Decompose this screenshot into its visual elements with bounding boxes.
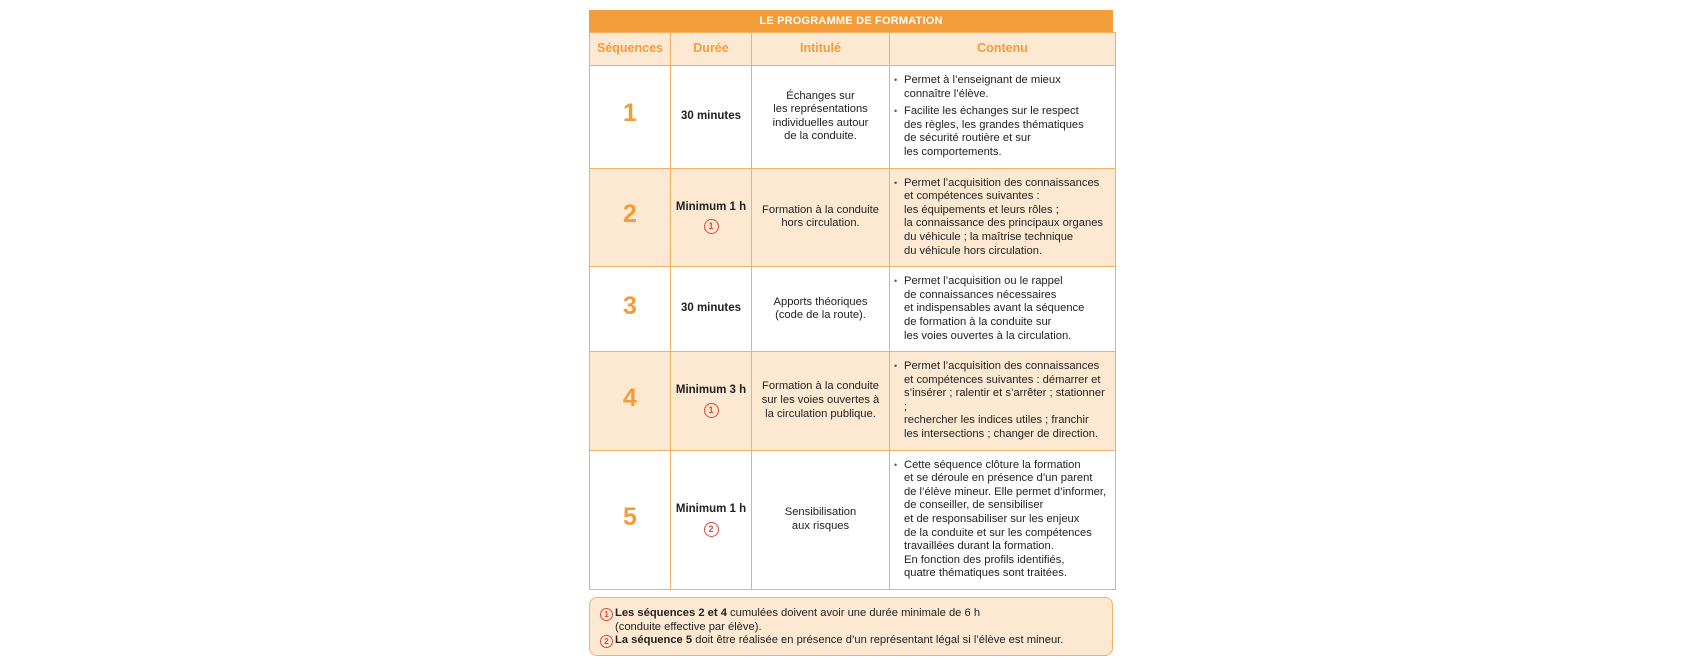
intitule-line: sur les voies ouvertes à [761, 394, 880, 407]
footnote-number-icon: 2 [600, 635, 613, 648]
intitule-line: individuelles autour [772, 116, 869, 129]
program-table [589, 32, 1116, 590]
intitule-line: Apports théoriques [773, 295, 868, 308]
intitule-line: Formation à la conduite [762, 380, 879, 393]
sequence-number: 4 [623, 383, 637, 412]
duration-value: Minimum 3 h [675, 384, 747, 397]
table-row [590, 352, 1116, 451]
sequence-number: 2 [623, 200, 637, 229]
sequence-cell [590, 267, 671, 352]
intitule-line: aux risques [791, 519, 850, 532]
intitule-line: Échanges sur [786, 89, 855, 102]
duration-value: Minimum 1 h [675, 200, 747, 213]
contenu-cell [890, 66, 1116, 169]
header-sequences: Séquences [590, 33, 671, 66]
contenu-list [890, 66, 1115, 168]
contenu-line: • Permet l’acquisition des connaissances [904, 360, 1100, 373]
contenu-line: et de responsabiliser sur les enjeux [904, 513, 1080, 526]
intitule-line: la circulation publique. [765, 407, 876, 420]
footnote-text: cumulées doivent avoir une durée minimale de 6 h [726, 607, 981, 619]
contenu-line: quatre thématiques sont traitées. [904, 567, 1067, 580]
intitule-text [752, 380, 889, 421]
intitule-line: Formation à la conduite [762, 203, 879, 216]
intitule-line: (code de la route). [775, 309, 866, 322]
contenu-line: • Cette séquence clôture la formation [904, 458, 1081, 471]
intitule-text [752, 204, 889, 231]
duration-value: 30 minutes [680, 302, 742, 315]
sequence-number: 3 [623, 291, 637, 320]
footnote-text: doit être réalisée en présence d’un représentant légal si l’élève est mineur. [692, 634, 1064, 646]
intitule-cell [752, 267, 890, 352]
list-item [904, 74, 1111, 101]
list-item [904, 360, 1111, 442]
footnote-ref-icon: 2 [704, 522, 719, 537]
list-item [904, 275, 1111, 343]
contenu-line: les voies ouvertes à la circulation. [904, 329, 1072, 342]
contenu-line: et compétences suivantes : [904, 190, 1040, 203]
sequence-cell [590, 450, 671, 589]
contenu-cell [890, 352, 1116, 451]
sequence-cell [590, 352, 671, 451]
intitule-text [752, 90, 889, 144]
contenu-line: rechercher les indices utiles ; franchir [904, 414, 1089, 427]
sequence-number: 1 [623, 99, 637, 128]
contenu-line: • Facilite les échanges sur le respect [904, 105, 1079, 118]
intitule-text [752, 296, 889, 323]
contenu-line: de la conduite et sur les compétences [904, 526, 1092, 539]
contenu-line: la connaissance des principaux organes [904, 217, 1104, 230]
contenu-line: les intersections ; changer de direction. [904, 428, 1099, 441]
footnote-row [600, 634, 1102, 648]
contenu-line: les comportements. [904, 145, 1002, 158]
contenu-line: les équipements et leurs rôles ; [904, 203, 1059, 216]
duration-value: 30 minutes [680, 109, 742, 122]
footnote-text-cont: (conduite effective par élève). [615, 620, 762, 633]
program-title: LE PROGRAMME DE FORMATION [589, 10, 1113, 32]
contenu-line: de formation à la conduite sur [904, 315, 1052, 328]
sequence-number: 5 [623, 502, 637, 531]
header-intitule: Intitulé [752, 33, 890, 66]
intitule-line: hors circulation. [781, 217, 860, 230]
table-row [590, 267, 1116, 352]
duration-cell [671, 66, 752, 169]
footnote-bold: La séquence 5 [615, 634, 693, 646]
contenu-list [890, 267, 1115, 351]
contenu-line: • Permet à l’enseignant de mieux [904, 74, 1061, 86]
intitule-cell [752, 168, 890, 267]
intitule-cell [752, 66, 890, 169]
contenu-line: des règles, les grandes thématiques [904, 118, 1084, 131]
contenu-line: de conseiller, de sensibiliser [904, 499, 1044, 512]
footnote-number-icon: 1 [600, 608, 613, 621]
sequence-cell [590, 168, 671, 267]
footnote-row [600, 607, 1102, 634]
contenu-line: travaillées durant la formation. [904, 540, 1054, 553]
intitule-cell [752, 352, 890, 451]
list-item [904, 105, 1111, 159]
contenu-line: • Permet l’acquisition ou le rappel [904, 275, 1063, 288]
contenu-line: En fonction des profils identifiés, [904, 553, 1065, 566]
footnote-bold: Les séquences 2 et 4 [615, 607, 727, 619]
sequence-cell [590, 66, 671, 169]
intitule-line: les représentations [773, 103, 868, 116]
contenu-line: • Permet l’acquisition des connaissances [904, 176, 1100, 189]
contenu-line: de connaissances nécessaires [904, 288, 1057, 301]
intitule-line: Sensibilisation [784, 506, 857, 519]
contenu-list [890, 451, 1115, 589]
contenu-line: du véhicule hors circulation. [904, 244, 1043, 257]
contenu-line: connaître l’élève. [904, 87, 989, 100]
duration-cell [671, 267, 752, 352]
footnote-ref-icon: 1 [704, 219, 719, 234]
footnotes-box [589, 597, 1113, 656]
table-row [590, 168, 1116, 267]
table-header-row [590, 33, 1116, 66]
contenu-cell [890, 168, 1116, 267]
contenu-line: s’insérer ; ralentir et s’arrêter ; stationner ; [904, 387, 1105, 413]
duration-cell [671, 168, 752, 267]
header-contenu: Contenu [890, 33, 1116, 66]
contenu-line: du véhicule ; la maîtrise technique [904, 230, 1074, 243]
contenu-cell [890, 450, 1116, 589]
contenu-cell [890, 267, 1116, 352]
contenu-line: et indispensables avant la séquence [904, 302, 1085, 315]
duration-cell [671, 352, 752, 451]
contenu-line: de l’élève mineur. Elle permet d’informer, [904, 485, 1107, 498]
contenu-list [890, 352, 1115, 450]
formation-program [589, 10, 1113, 590]
duration-cell [671, 450, 752, 589]
table-row [590, 66, 1116, 169]
duration-value: Minimum 1 h [675, 503, 747, 516]
footnote-ref-icon: 1 [704, 403, 719, 418]
contenu-line: de sécurité routière et sur [904, 132, 1031, 145]
list-item [904, 459, 1111, 581]
intitule-text [752, 506, 889, 533]
intitule-cell [752, 450, 890, 589]
table-row [590, 450, 1116, 589]
list-item [904, 177, 1111, 259]
intitule-line: de la conduite. [784, 130, 857, 143]
contenu-list [890, 169, 1115, 267]
header-duree: Durée [671, 33, 752, 66]
contenu-line: et se déroule en présence d’un parent [904, 472, 1093, 485]
contenu-line: et compétences suivantes : démarrer et [904, 373, 1101, 386]
